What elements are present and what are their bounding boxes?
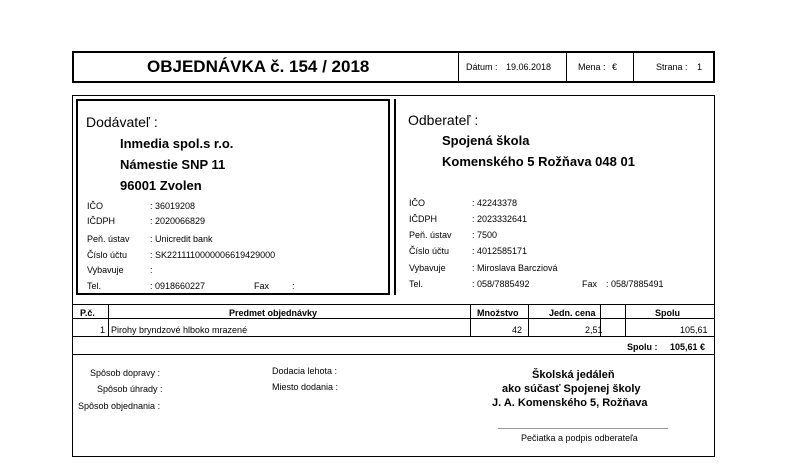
col-header-qty: Množstvo [477,308,519,318]
currency-label: Mena : [578,62,606,72]
row-item: Pirohy bryndzové hlboko mrazené [111,325,248,335]
supplier-field-label: Peň. ústav [87,234,130,244]
customer-name: Spojená škola [442,133,530,148]
col-header-total: Spolu [655,308,680,318]
header-divider [458,52,459,82]
page-label: Strana : [656,62,688,72]
supplier-fax-label: Fax [254,281,270,291]
row-qty: 42 [512,325,523,335]
document-title: OBJEDNÁVKA č. 154 / 2018 [147,57,370,76]
row-total: 105,61 [680,325,708,335]
table-header-line [73,318,714,319]
supplier-heading: Dodávateľ : [86,114,158,130]
supplier-field-value: : 2020066829 [150,216,206,226]
table-col-divider [625,305,626,336]
col-header-unit-price: Jedn. cena [549,308,596,318]
customer-fax-label: Fax [582,279,598,289]
currency-value: € [612,62,618,72]
supplier-field-label: Vybavuje [87,265,124,275]
customer-field-label: Peň. ústav [409,230,452,240]
customer-field-label: IČO [409,198,426,208]
stamp-line: ako súčasť Spojenej školy [502,383,641,395]
customer-field-value: : Miroslava Barcziová [472,263,558,273]
customer-address: Komenského 5 Rožňava 048 01 [442,154,635,169]
customer-field-label: IČDPH [409,214,438,224]
customer-field-value: : 42243378 [472,198,518,208]
page-value: 1 [697,62,703,72]
header-divider [633,52,634,82]
supplier-street: Námestie SNP 11 [120,157,226,172]
supplier-city: 96001 Zvolen [120,178,202,193]
order-method-label: Spôsob objednania : [78,401,161,411]
date-value: 19.06.2018 [506,62,552,72]
customer-field-label: Tel. [409,279,424,289]
supplier-field-label: IČDPH [87,216,116,226]
customer-field-value: : 058/7885492 [472,279,530,289]
supplier-field-label: Číslo účtu [87,250,128,260]
supplier-field-value: : Unicredit bank [150,234,213,244]
supplier-field-value: : SK2211110000006619429000 [150,250,276,260]
col-header-no: P.č. [80,308,95,318]
delivery-date-label: Dodacia lehota : [272,366,338,376]
supplier-field-value: : 0918660227 [150,281,206,291]
delivery-place-label: Miesto dodania : [272,382,339,392]
stamp-line: J. A. Komenského 5, Rožňava [492,397,648,409]
customer-field-label: Číslo účtu [409,246,450,256]
supplier-field-value: : 36019208 [150,201,196,211]
table-col-divider [528,305,529,336]
supplier-fax-value: : [292,281,295,291]
table-row-line [73,336,714,337]
row-unit-price: 2,51 [585,325,603,335]
col-header-item: Predmet objednávky [229,308,318,318]
date-label: Dátum : [466,62,498,72]
transport-label: Spôsob dopravy : [90,368,161,378]
payment-label: Spôsob úhrady : [97,384,163,394]
table-col-divider [470,305,471,336]
supplier-field-value: : [150,265,153,275]
table-col-divider [108,305,109,336]
stamp-line: Školská jedáleň [532,369,615,381]
customer-field-value: : 4012585171 [472,246,528,256]
customer-fax-value: : 058/7885491 [606,279,664,289]
supplier-name: Inmedia spol.s r.o. [120,136,234,151]
signature-label: Pečiatka a podpis odberateľa [521,433,638,443]
table-total-line [73,354,714,355]
signature-line [498,428,668,429]
supplier-field-label: Tel. [87,281,102,291]
total-label: Spolu : [627,342,658,352]
customer-field-label: Vybavuje [409,263,446,273]
customer-field-value: : 7500 [472,230,498,240]
supplier-field-label: IČO [87,201,104,211]
total-value: 105,61 € [670,342,706,352]
customer-field-value: : 2023332641 [472,214,528,224]
table-top-line [73,304,714,305]
customer-heading: Odberateľ : [408,112,479,128]
row-no: 1 [100,325,106,335]
header-divider [566,52,567,82]
